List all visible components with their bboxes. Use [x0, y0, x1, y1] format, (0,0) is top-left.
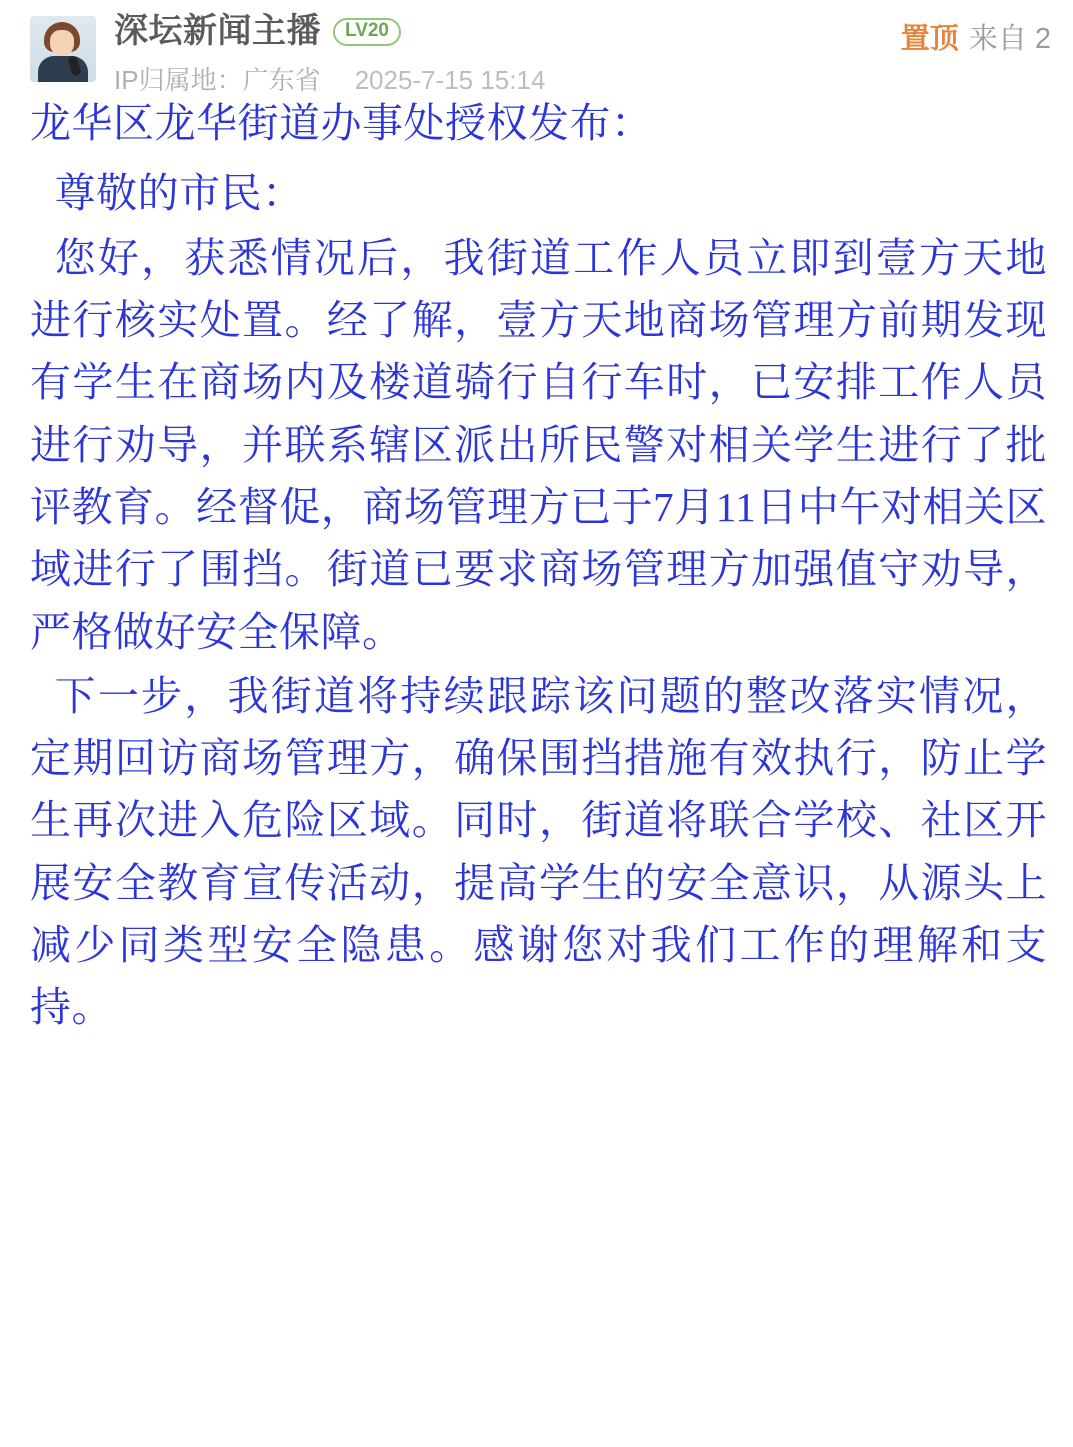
- post-paragraph-3: 您好，获悉情况后，我街道工作人员立即到壹方天地进行核实处置。经了解，壹方天地商场管理方前期发现有学生在商场内及楼道骑行自行车时，已安排工作人员进行劝导，并联系辖区派出所民警对相关学生进行了批评教育。经督促，商场管理方已于7月11日中午对相关区域进行了围挡。街道已要求商场管理方加强值守劝导，严格做好安全保障。: [30, 234, 1047, 655]
- post-meta: [114, 60, 545, 97]
- avatar-face: [50, 30, 74, 56]
- post-timestamp: 2025-7-15 15:14: [354, 64, 546, 95]
- post-header: [0, 0, 1073, 95]
- source-label: 来自 2: [968, 23, 1051, 55]
- post-tags: [901, 16, 1051, 57]
- author-name-row: [114, 14, 545, 50]
- post-paragraph-4: 下一步，我街道将持续跟踪该问题的整改落实情况，定期回访商场管理方，确保围挡措施有效执行，防止学生再次进入危险区域。同时，街道将联合学校、社区开展安全教育宣传活动，提高学生的安全意识，从源头上减少同类型安全隐患。感谢您对我们工作的理解和支持。: [30, 672, 1047, 1031]
- post-paragraph-1: 龙华区龙华街道办事处授权发布：: [30, 100, 653, 146]
- level-badge: LV20: [333, 18, 401, 46]
- avatar[interactable]: [30, 16, 96, 82]
- ip-location: IP归属地：广东省: [114, 64, 321, 95]
- pinned-badge: 置顶: [900, 23, 959, 55]
- post-paragraph-2: 尊敬的市民：: [54, 170, 304, 217]
- author-info: [114, 14, 545, 97]
- author-name[interactable]: 深坛新闻主播: [114, 12, 321, 50]
- post-body: [0, 92, 1073, 1039]
